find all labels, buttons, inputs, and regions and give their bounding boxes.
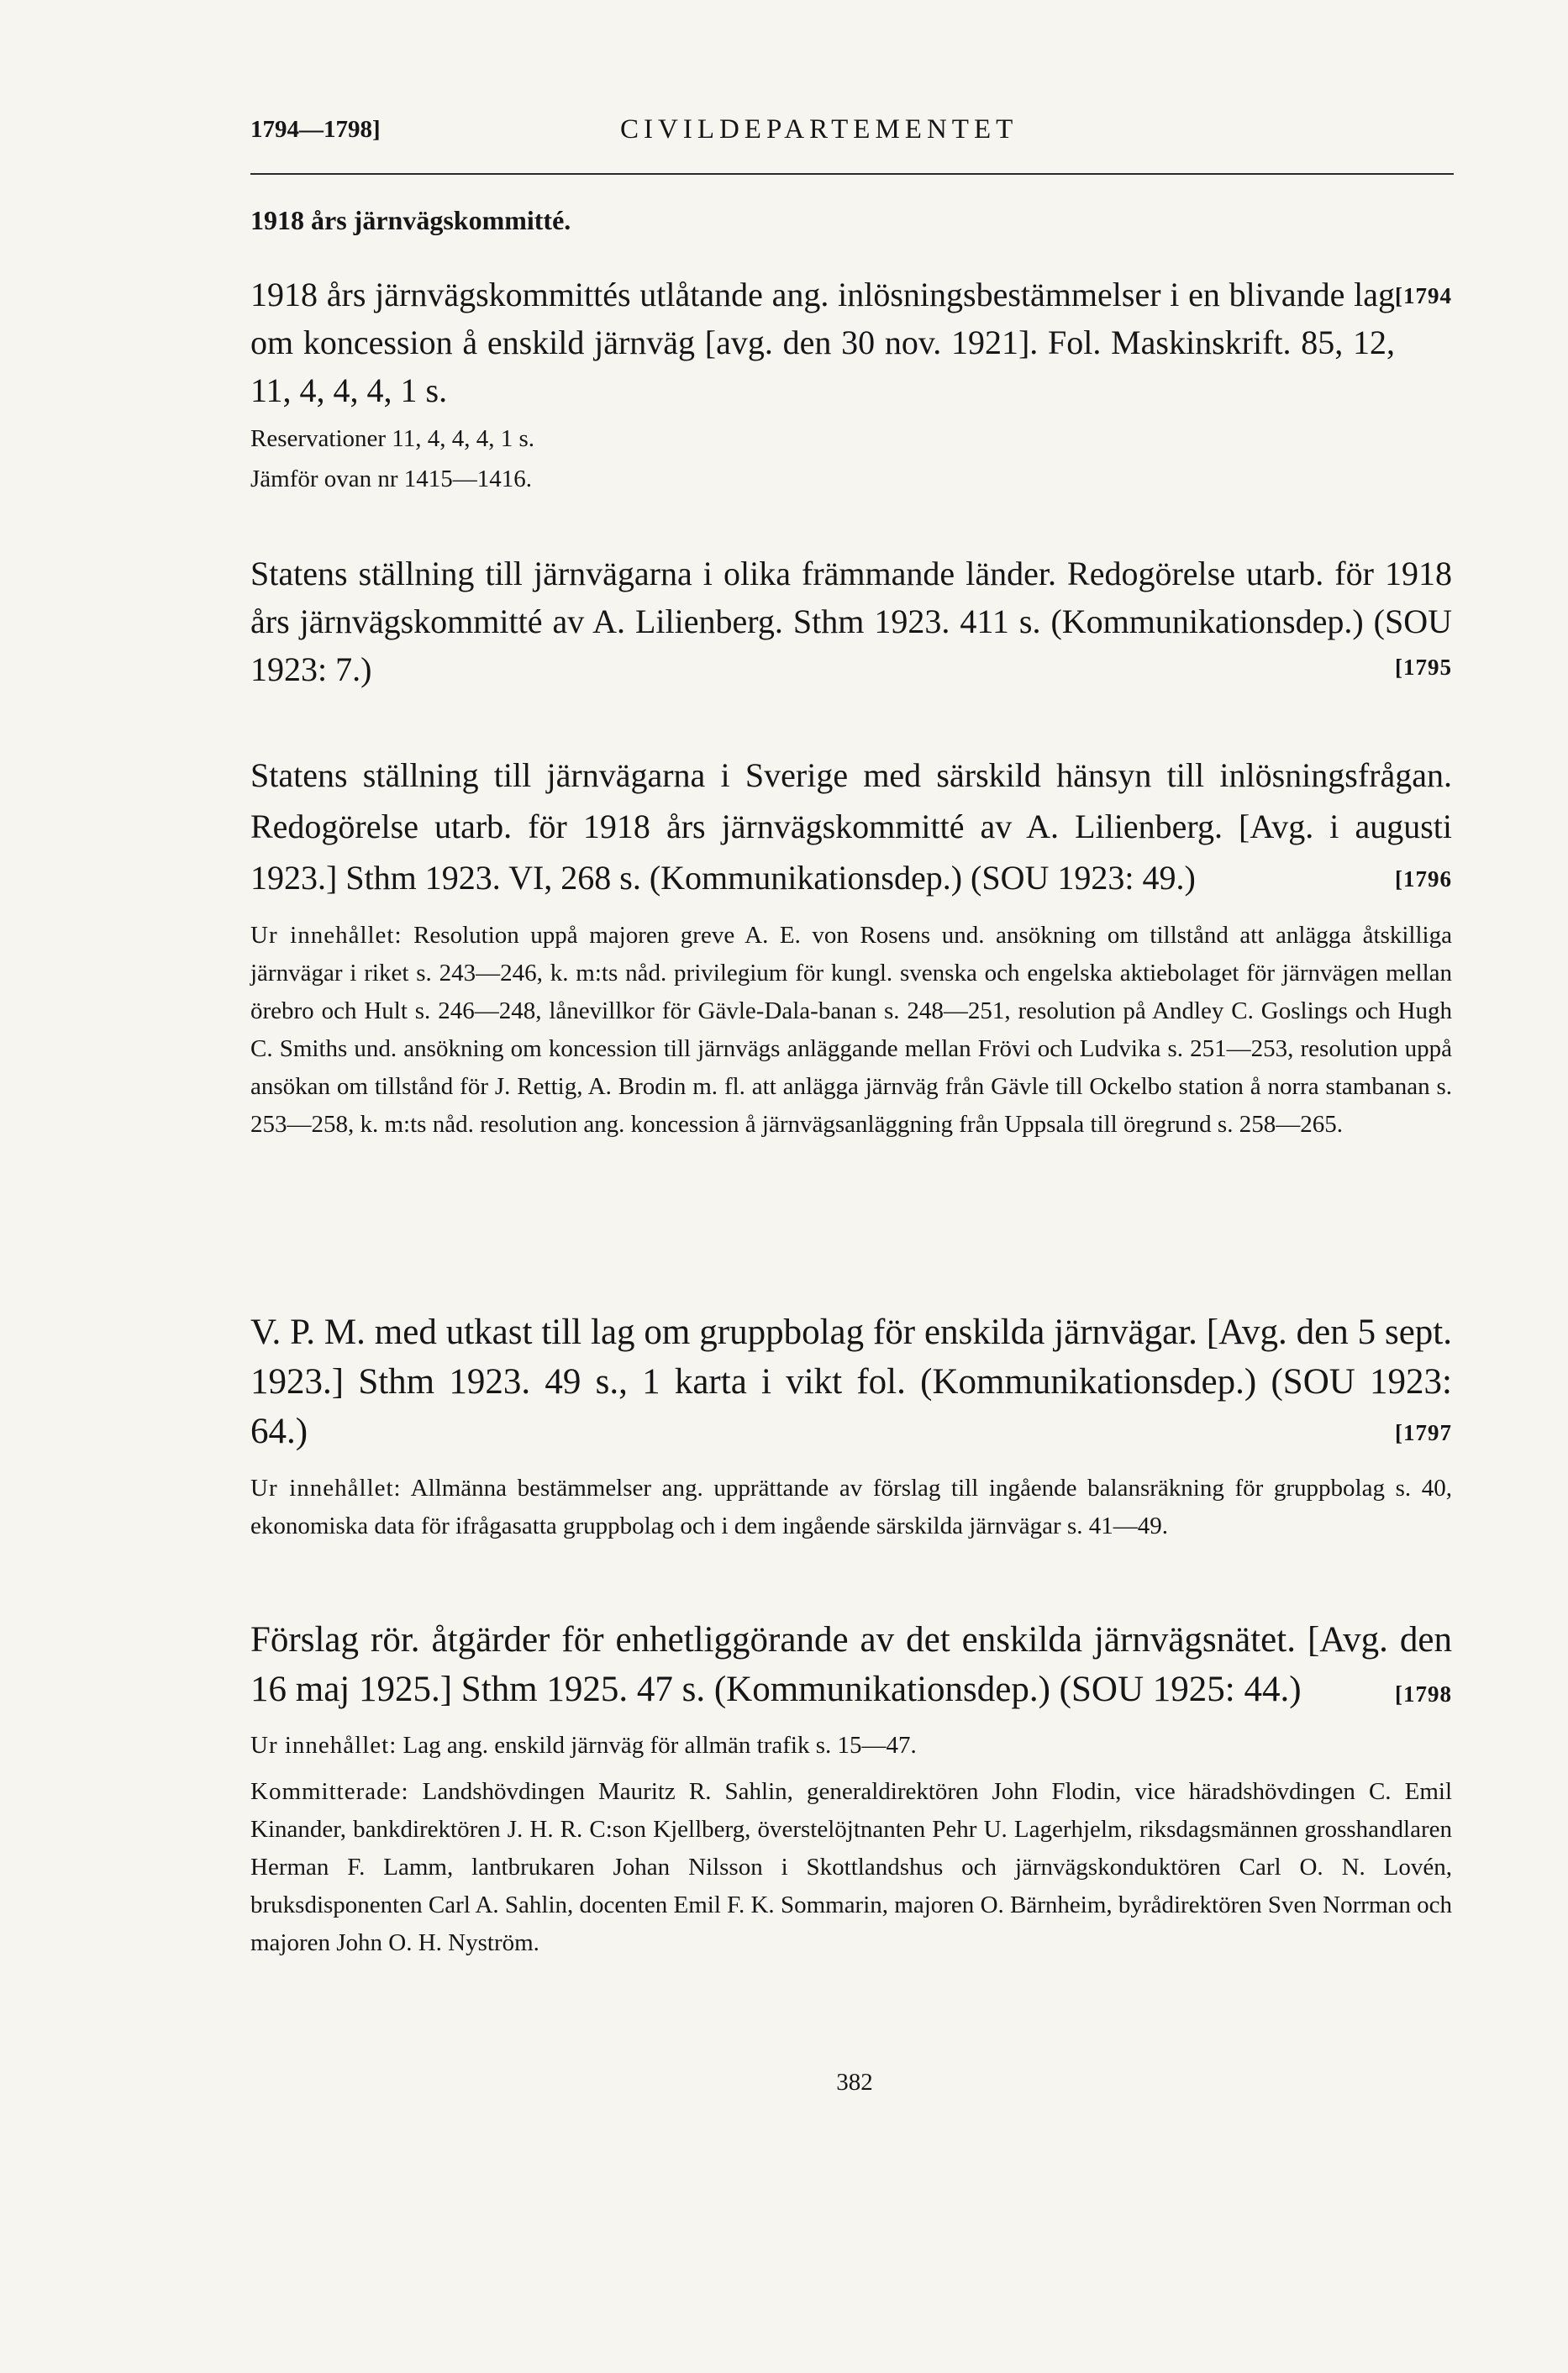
- running-head: [250, 116, 1452, 158]
- entry-1796: [250, 750, 1452, 1144]
- entry-number: [1797: [1395, 1420, 1452, 1445]
- entry-title: [250, 750, 1452, 903]
- entry-1797: [250, 1308, 1452, 1545]
- entry-number: [1798: [1395, 1681, 1452, 1707]
- entry-title-text: 1918 års järnvägskommittés utlåtande ang. inlösningsbestämmelser i en blivande lag om koncession å enskild järnväg [avg. den 30 nov. 1921]. Fol. Maskinskrift. 85, 12, 11, 4, 4, 4, 1 s.: [250, 276, 1395, 409]
- entry-contents: [250, 917, 1452, 1144]
- entry-number: [1794: [1395, 283, 1452, 308]
- contents-label: Ur innehållet:: [250, 1475, 402, 1502]
- entry-1795: [250, 550, 1452, 693]
- entry-title: [250, 1308, 1452, 1456]
- entry-contents: [250, 1470, 1452, 1545]
- entry-note: Reservationer 11, 4, 4, 4, 1 s.: [250, 425, 535, 452]
- contents-label: Ur innehållet:: [250, 922, 403, 949]
- entry-title-text: Statens ställning till järnvägarna i olika främmande länder. Redogörelse utarb. för 1918 års järnvägskommitté av A. Lilienberg. Sthm 1923. 411 s. (Kommunikationsdep.) (SOU 1923: 7.): [250, 555, 1452, 688]
- entry-range: 1794—1798]: [250, 116, 381, 143]
- contents-text: Allmänna bestämmelser ang. upprättande av förslag till ingående balansräkning för gruppbolag s. 40, ekonomiska data för ifrågasatta gruppbolag och i dem ingående särskilda järnvägar s. 41—49.: [250, 1475, 1452, 1539]
- entry-title: [250, 1615, 1452, 1714]
- entry-title-text: V. P. M. med utkast till lag om gruppbolag för enskilda järnvägar. [Avg. den 5 sept. 1923.] Sthm 1923. 49 s., 1 karta i vikt fol. (Kommunikationsdep.) (SOU 1923: 64.): [250, 1313, 1452, 1451]
- entry-1798: [250, 1615, 1452, 1962]
- contents-text: Lag ang. enskild järnväg för allmän trafik s. 15—47.: [403, 1732, 917, 1759]
- entry-note: Jämför ovan nr 1415—1416.: [250, 466, 533, 492]
- entry-number: [1795: [1395, 655, 1452, 680]
- department-title: CIVILDEPARTEMENTET: [620, 114, 1018, 145]
- entry-title: [250, 550, 1452, 693]
- page-number: 382: [836, 2069, 873, 2096]
- entry-title: [250, 271, 1452, 414]
- entry-title-text: Statens ställning till järnvägarna i Sverige med särskild hänsyn till inlösningsfrågan. Redogörelse utarb. för 1918 års järnvägskommitté av A. Lilienberg. [Avg. i augusti 1923.] Sthm 1923. VI, 268 s. (Kommunikationsdep.) (SOU 1923: 49.): [250, 756, 1452, 897]
- contents-label: Ur innehållet:: [250, 1732, 397, 1759]
- entry-title-text: Förslag rör. åtgärder för enhetliggörande av det enskilda järnvägsnätet. [Avg. den 16 maj 1925.] Sthm 1925. 47 s. (Kommunikationsdep.) (SOU 1925: 44.): [250, 1620, 1452, 1709]
- entry-number: [1796: [1395, 866, 1452, 892]
- entry-contents: [250, 1728, 1452, 1763]
- committee-label: Kommitterade:: [250, 1778, 409, 1805]
- header-rule: [250, 173, 1454, 175]
- committee-text: Landshövdingen Mauritz R. Sahlin, generaldirektören John Flodin, vice häradshövdingen C. Emil Kinander, bankdirektören J. H. R. C:son Kjellberg, överstelöjtnanten Pehr U. Lagerhjelm, riksdagsmännen grosshandlaren Herman F. Lamm, lantbrukaren Johan Nilsson i Skottlandshus och järnvägskonduktören Carl O. N. Lovén, bruksdisponenten Carl A. Sahlin, docenten Emil F. K. Sommarin, majoren O. Bärnheim, byrådirektören Sven Norrman och majoren John O. H. Nyström.: [250, 1778, 1453, 1956]
- entry-1794: [250, 271, 1452, 497]
- section-heading: 1918 års järnvägskommitté.: [250, 205, 571, 235]
- entry-committee: [250, 1773, 1452, 1962]
- contents-text: Resolution uppå majoren greve A. E. von Rosens und. ansökning om tillstånd att anlägga åtskilliga järnvägar i riket s. 243—246, k. m:ts nåd. privilegium för kungl. svenska och engelska aktiebolaget för järnvägen mellan örebro och Hult s. 246—248, lånevillkor för Gävle-Dala-banan s. 248—251, resolution på Andley C. Goslings och Hugh C. Smiths und. ansökning om koncession till järnvägs anläggande mellan Frövi och Ludvika s. 251—253, resolution uppå ansökan om tillstånd för J. Rettig, A. Brodin m. fl. att anlägga järnväg från Gävle till Ockelbo station å norra stambanan s. 253—258, k. m:ts nåd. resolution ang. koncession å järnvägsanläggning från Uppsala till öregrund s. 258—265.: [250, 922, 1452, 1138]
